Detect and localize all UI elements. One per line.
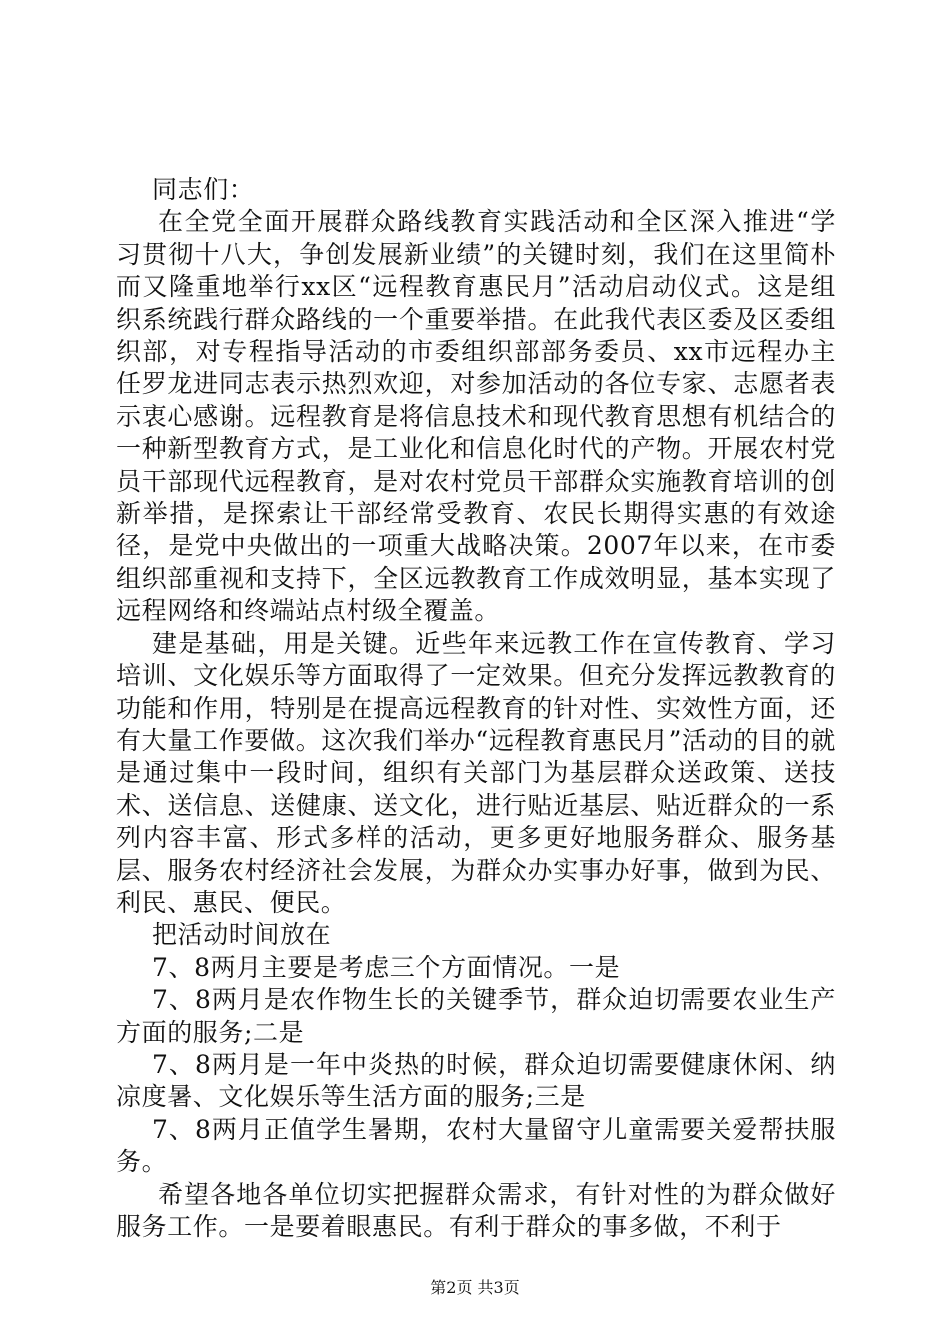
greeting: 同志们： <box>152 175 255 204</box>
paragraph-5: 7、8两月是农作物生长的关键季节，群众迫切需要农业生产方面的服务;二是 <box>116 985 836 1047</box>
paragraph-7: 7、8两月正值学生暑期，农村大量留守儿童需要关爱帮扶服务。 <box>116 1114 836 1177</box>
paragraph-2: 建是基础，用是关键。近些年来远教工作在宣传教育、学习培训、文化娱乐等方面取得了一定效果。但充分发挥远教教育的功能和作用，特别是在提高远程教育的针对性、实效性方面，还有大量工作要做。这次我们举办“远程教育惠民月”活动的目的就是通过集中一段时间，组织有关部门为基层群众送政策、送技术、送信息、送健康、送文化，进行贴近基层、贴近群众的一系列内容丰富、形式多样的活动，更多更好地服务群众、服务基层、服务农村经济社会发展，为群众办实事办好事，做到为民、利民、惠民、便民。 <box>116 628 836 917</box>
paragraph-6: 7、8两月是一年中炎热的时候，群众迫切需要健康休闲、纳凉度暑、文化娱乐等生活方面的服务;三是 <box>116 1049 836 1112</box>
paragraph-4: 7、8两月主要是考虑三个方面情况。一是 <box>152 952 621 982</box>
paragraph-1: 在全党全面开展群众路线教育实践活动和全区深入推进“学习贯彻十八大，争创发展新业绩”的关键时刻，我们在这里简朴而又隆重地举行xx区“远程教育惠民月”活动启动仪式。这是组织系统践行群众路线的一个重要举措。在此我代表区委及区委组织部，对专程指导活动的市委组织部部务委员、xx市远程办主任罗龙进同志表示热烈欢迎，对参加活动的各位专家、志愿者表示衷心感谢。远程教育是将信息技术和现代教育思想有机结合的一种新型教育方式，是工业化和信息化时代的产物。开展农村党员干部现代远程教育，是对农村党员干部群众实施教育培训的创新举措，是探索让干部经常受教育、农民长期得实惠的有效途径，是党中央做出的一项重大战略决策。2007年以来，在市委组织部重视和支持下，全区远教教育工作成效明显，基本实现了远程网络和终端站点村级全覆盖。 <box>116 207 836 626</box>
document-body <box>116 174 836 1243</box>
page-footer: 第2页 共3页 <box>430 1278 520 1297</box>
paragraph-8: 希望各地各单位切实把握群众需求，有针对性的为群众做好服务工作。一是要着眼惠民。有利于群众的事多做，不利于 <box>116 1179 836 1241</box>
paragraph-3: 把活动时间放在 <box>152 920 332 950</box>
